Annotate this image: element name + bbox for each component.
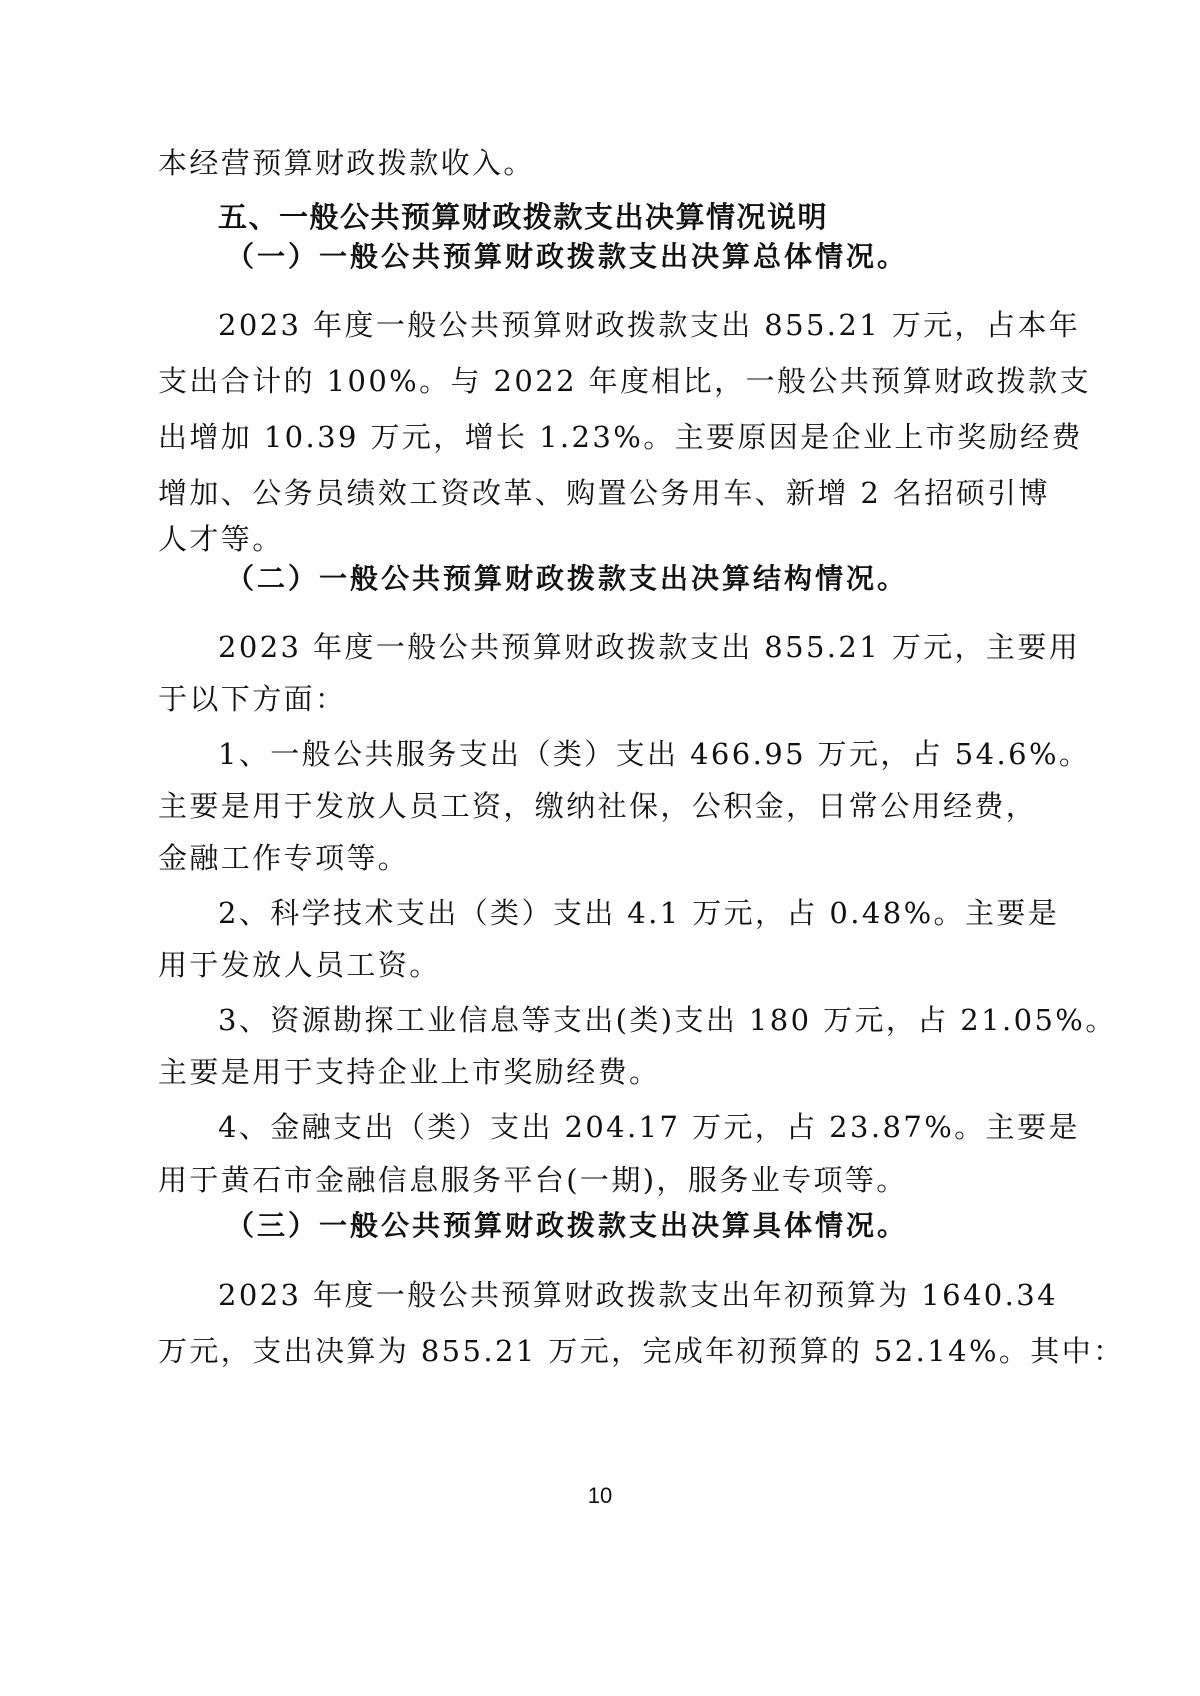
paragraph-line: 3、资源勘探工业信息等支出(类)支出 180 万元，占 21.05%。 bbox=[218, 1003, 1117, 1037]
paragraph-line: 于以下方面： bbox=[158, 682, 347, 716]
paragraph-line: 金融工作专项等。 bbox=[158, 841, 410, 875]
subsection-heading: （二）一般公共预算财政拨款支出决算结构情况。 bbox=[226, 562, 909, 595]
paragraph-line: 2、科学技术支出（类）支出 4.1 万元，占 0.48%。主要是 bbox=[218, 896, 1060, 930]
paragraph-line: 1、一般公共服务支出（类）支出 466.95 万元，占 54.6%。 bbox=[218, 737, 1091, 771]
paragraph-line: 支出合计的 100%。与 2022 年度相比，一般公共预算财政拨款支 bbox=[158, 364, 1091, 398]
paragraph-line: 出增加 10.39 万元，增长 1.23%。主要原因是企业上市奖励经费 bbox=[158, 420, 1083, 454]
paragraph-line: 主要是用于发放人员工资，缴纳社保，公积金，日常公用经费， bbox=[158, 789, 1038, 823]
page-number: 10 bbox=[587, 1483, 613, 1508]
paragraph-line: 用于发放人员工资。 bbox=[158, 948, 441, 982]
paragraph-line: 增加、公务员绩效工资改革、购置公务用车、新增 2 名招硕引博 bbox=[158, 476, 1050, 510]
paragraph-line: 4、金融支出（类）支出 204.17 万元，占 23.87%。主要是 bbox=[218, 1110, 1080, 1144]
paragraph-line: 人才等。 bbox=[158, 522, 284, 556]
paragraph-line: 用于黄石市金融信息服务平台(一期)，服务业专项等。 bbox=[158, 1163, 908, 1197]
subsection-heading: （三）一般公共预算财政拨款支出决算具体情况。 bbox=[226, 1209, 909, 1242]
paragraph-line: 2023 年度一般公共预算财政拨款支出 855.21 万元，占本年 bbox=[218, 308, 1081, 342]
subsection-heading: （一）一般公共预算财政拨款支出决算总体情况。 bbox=[226, 240, 909, 273]
paragraph-line: 2023 年度一般公共预算财政拨款支出年初预算为 1640.34 bbox=[218, 1278, 1058, 1312]
paragraph-line: 万元，支出决算为 855.21 万元，完成年初预算的 52.14%。其中： bbox=[158, 1334, 1125, 1368]
paragraph-line: 主要是用于支持企业上市奖励经费。 bbox=[158, 1055, 661, 1089]
section-heading: 五、一般公共预算财政拨款支出决算情况说明 bbox=[218, 200, 829, 234]
paragraph-line: 2023 年度一般公共预算财政拨款支出 855.21 万元，主要用 bbox=[218, 630, 1081, 664]
paragraph-line: 本经营预算财政拨款收入。 bbox=[158, 146, 535, 180]
